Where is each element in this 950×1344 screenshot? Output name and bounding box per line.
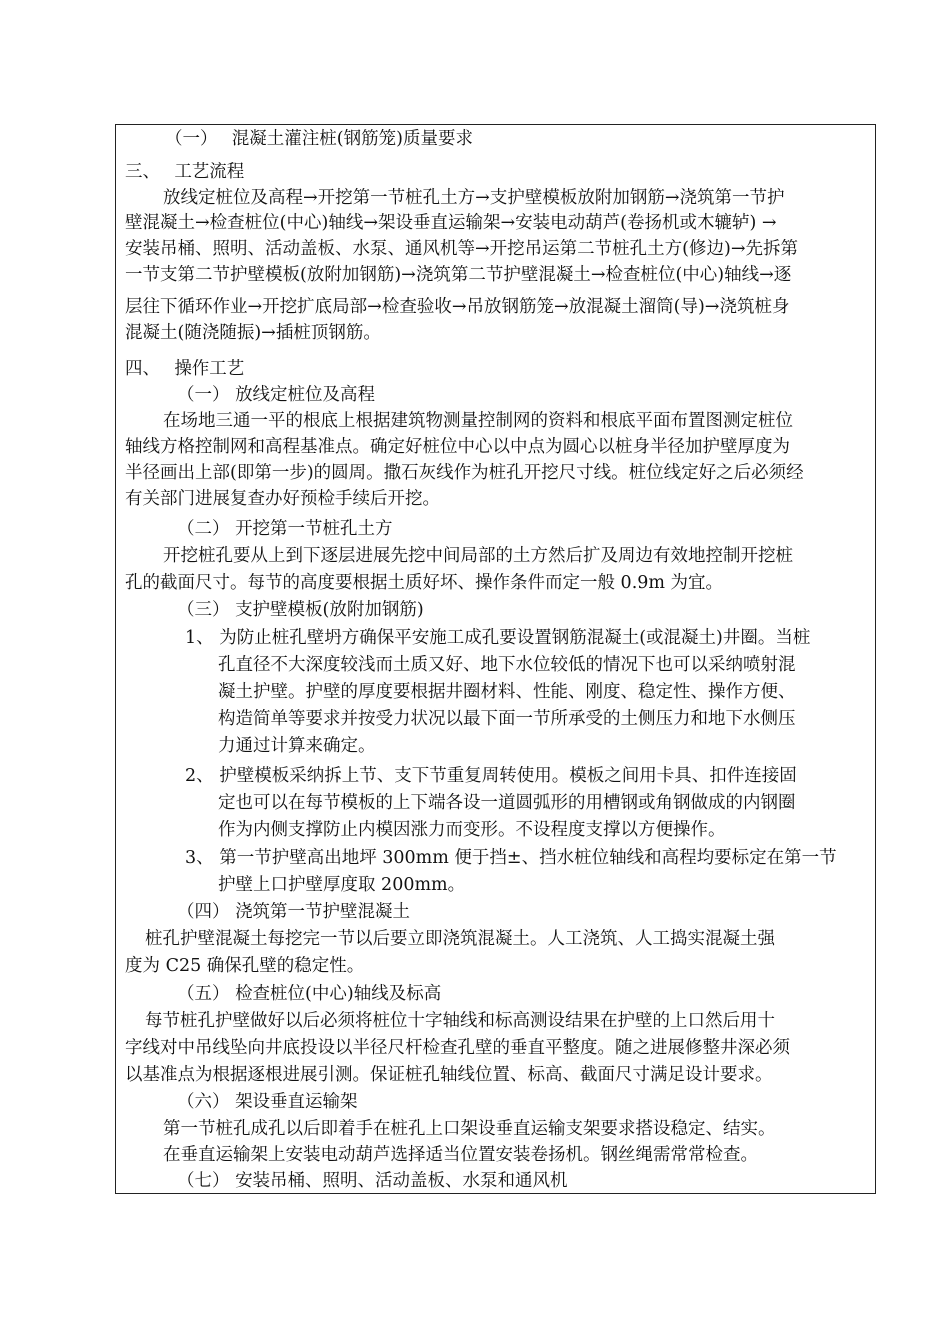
list-item-line: 凝土护壁。护壁的厚度要根据井圈材料、性能、刚度、稳定性、操作方便、 (218, 682, 796, 702)
paragraph-line: 在垂直运输架上安装电动葫芦选择适当位置安装卷扬机。钢丝绳需常常检查。 (163, 1145, 758, 1165)
subsection-heading: （一） 放线定桩位及高程 (177, 385, 376, 405)
paragraph-line: 在场地三通一平的根底上根据建筑物测量控制网的资料和根底平面布置图测定桩位 (163, 411, 793, 431)
paragraph-line: 有关部门进展复查办好预检手续后开挖。 (125, 489, 440, 509)
list-item-line: 3、 第一节护壁高出地坪 300mm 便于挡±、挡水桩位轴线和高程均要标定在第一节 (185, 848, 837, 868)
list-item-line: 构造简单等要求并按受力状况以最下面一节所承受的土侧压力和地下水侧压 (218, 709, 796, 729)
paragraph-line: 轴线方格控制网和高程基准点。确定好桩位中心以中点为圆心以桩身半径加护壁厚度为 (125, 437, 790, 457)
subsection-heading: （七） 安装吊桶、照明、活动盖板、水泵和通风机 (177, 1171, 568, 1191)
paragraph-line: 混凝土(随浇随振)→插桩顶钢筋。 (125, 323, 381, 343)
list-item-line: 作为内侧支撑防止内模因涨力而变形。不设程度支撑以方便操作。 (218, 820, 726, 840)
list-item-line: 孔直径不大深度较浅而土质又好、地下水位较低的情况下也可以采纳喷射混 (218, 655, 796, 675)
subsection-heading: （四） 浇筑第一节护壁混凝土 (177, 902, 411, 922)
list-item-line: 定也可以在每节模板的上下端各设一道圆弧形的用槽钢或角钢做成的内钢圈 (218, 793, 796, 813)
paragraph-line: 壁混凝土→检查桩位(中心)轴线→架设垂直运输架→安装电动葫芦(卷扬机或木辘轳) → (125, 213, 777, 233)
paragraph-line: 层往下循环作业→开挖扩底局部→检查验收→吊放钢筋笼→放混凝土溜筒(导)→浇筑桩身 (125, 297, 790, 317)
subsection-heading: （二） 开挖第一节桩孔土方 (177, 519, 393, 539)
paragraph-line: 孔的截面尺寸。每节的高度要根据土质好坏、操作条件而定一般 0.9m 为宜。 (125, 573, 724, 593)
paragraph-line: 桩孔护壁混凝土每挖完一节以后要立即浇筑混凝土。人工浇筑、人工捣实混凝土强 (145, 929, 775, 949)
paragraph-line: 开挖桩孔要从上到下逐层进展先挖中间局部的土方然后扩及周边有效地控制开挖桩 (163, 546, 793, 566)
list-item-line: 护壁上口护壁厚度取 200mm。 (218, 875, 466, 895)
section-heading: 四、 操作工艺 (125, 359, 245, 379)
list-item-line: 2、 护壁模板采纳拆上节、支下节重复周转使用。模板之间用卡具、扣件连接固 (185, 766, 797, 786)
paragraph-line: 每节桩孔护壁做好以后必须将桩位十字轴线和标高测设结果在护壁的上口然后用十 (145, 1011, 775, 1031)
paragraph-line: 放线定桩位及高程→开挖第一节桩孔土方→支护壁模板放附加钢筋→浇筑第一节护 (163, 188, 785, 208)
list-item-line: 力通过计算来确定。 (218, 736, 376, 756)
paragraph-line: 第一节桩孔成孔以后即着手在桩孔上口架设垂直运输支架要求搭设稳定、结实。 (163, 1119, 776, 1139)
section-heading: 三、 工艺流程 (125, 162, 245, 182)
subsection-heading: （三） 支护壁模板(放附加钢筋) (177, 600, 424, 620)
subsection-heading: （五） 检查桩位(中心)轴线及标高 (177, 984, 442, 1004)
paragraph-line: 一节支第二节护壁模板(放附加钢筋)→浇筑第二节护壁混凝土→检查桩位(中心)轴线→逐 (125, 265, 792, 285)
paragraph-line: 字线对中吊线坠向井底投设以半径尺杆检查孔壁的垂直平整度。随之进展修整井深必须 (125, 1038, 790, 1058)
paragraph-line: 安装吊桶、照明、活动盖板、水泵、通风机等→开挖吊运第二节桩孔土方(修边)→先拆第 (125, 239, 798, 259)
list-item-line: 1、 为防止桩孔壁坍方确保平安施工成孔要设置钢筋混凝土(或混凝土)井圈。当桩 (185, 628, 811, 648)
section-heading: （一） 混凝土灌注桩(钢筋笼)质量要求 (165, 129, 473, 149)
paragraph-line: 半径画出上部(即第一步)的圆周。撒石灰线作为桩孔开挖尺寸线。桩位线定好之后必须经 (125, 463, 804, 483)
paragraph-line: 以基准点为根据逐根进展引测。保证桩孔轴线位置、标高、截面尺寸满足设计要求。 (125, 1065, 773, 1085)
subsection-heading: （六） 架设垂直运输架 (177, 1092, 358, 1112)
paragraph-line: 度为 C25 确保孔壁的稳定性。 (125, 956, 365, 976)
